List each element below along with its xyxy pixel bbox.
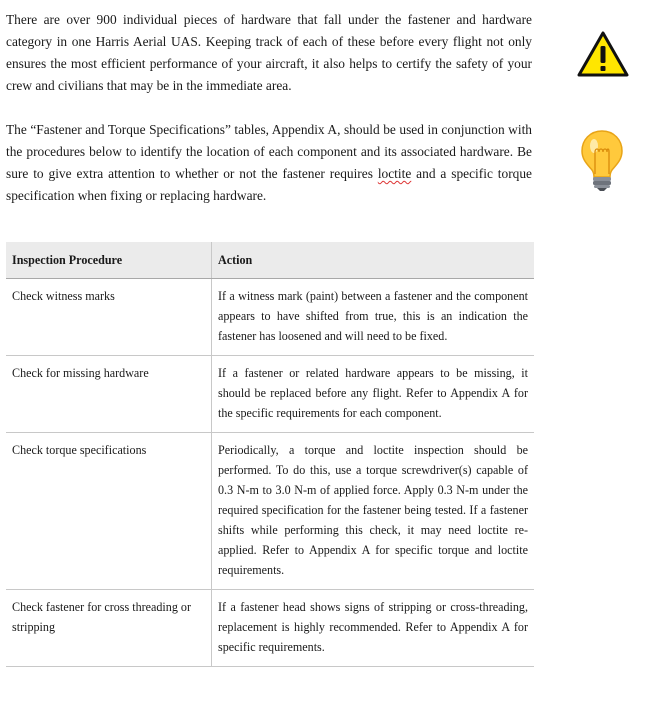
table-header-row bbox=[6, 242, 534, 279]
action-cell: Periodically, a torque and loctite inspection should be performed. To do this, use a torque screwdriver(s) capable of 0.3 N-m to 3.0 N-m of applied force. Apply 0.3 N-m under the required specification for the fastener being tested. If a fastener shifts while performing this check, it may need loctite re-applied. Refer to Appendix A for specific torque and loctite requirements. bbox=[212, 433, 535, 590]
table-row bbox=[6, 590, 534, 667]
action-cell: If a witness mark (paint) between a fastener and the component appears to have shifted from true, this is an indication the fastener has loosened and will need to be fixed. bbox=[212, 279, 535, 356]
header-inspection-procedure: Inspection Procedure bbox=[6, 242, 212, 279]
intro-paragraph-2 bbox=[6, 119, 532, 207]
procedure-cell: Check torque specifications bbox=[6, 433, 212, 590]
warning-triangle-icon bbox=[576, 30, 630, 78]
paragraph-2-text-end: and a specific torque specification when fixing or replacing hardware. bbox=[6, 166, 532, 203]
procedure-cell: Check witness marks bbox=[6, 279, 212, 356]
procedure-cell: Check fastener for cross threading or stripping bbox=[6, 590, 212, 667]
action-cell: If a fastener or related hardware appears to be missing, it should be replaced before any flight. Refer to Appendix A for the specific requirements for each component. bbox=[212, 356, 535, 433]
table-row bbox=[6, 279, 534, 356]
spellcheck-flagged-word[interactable]: loctite bbox=[377, 166, 412, 181]
header-action: Action bbox=[212, 242, 535, 279]
procedure-cell: Check for missing hardware bbox=[6, 356, 212, 433]
table-row bbox=[6, 356, 534, 433]
action-cell: If a fastener head shows signs of stripping or cross-threading, replacement is highly recommended. Refer to Appendix A for specific requirements. bbox=[212, 590, 535, 667]
inspection-table bbox=[6, 242, 534, 667]
intro-paragraph-1: There are over 900 individual pieces of hardware that fall under the fastener and hardware category in one Harris Aerial UAS. Keeping track of each of these before every flight not only ensures the most efficient performance of your aircraft, it also helps to certify the safety of your crew and civilians that may be in the immediate area. bbox=[6, 12, 532, 93]
lightbulb-icon bbox=[579, 128, 625, 192]
table-row bbox=[6, 433, 534, 590]
paragraph-2-text-start: The “Fastener and Torque Specifications” tables, Appendix A, should be used in conjunction with the procedures below to identify the location of each component and its associated hardware. Be sure to give extra attention to whether or not the fastener requires bbox=[6, 122, 532, 181]
